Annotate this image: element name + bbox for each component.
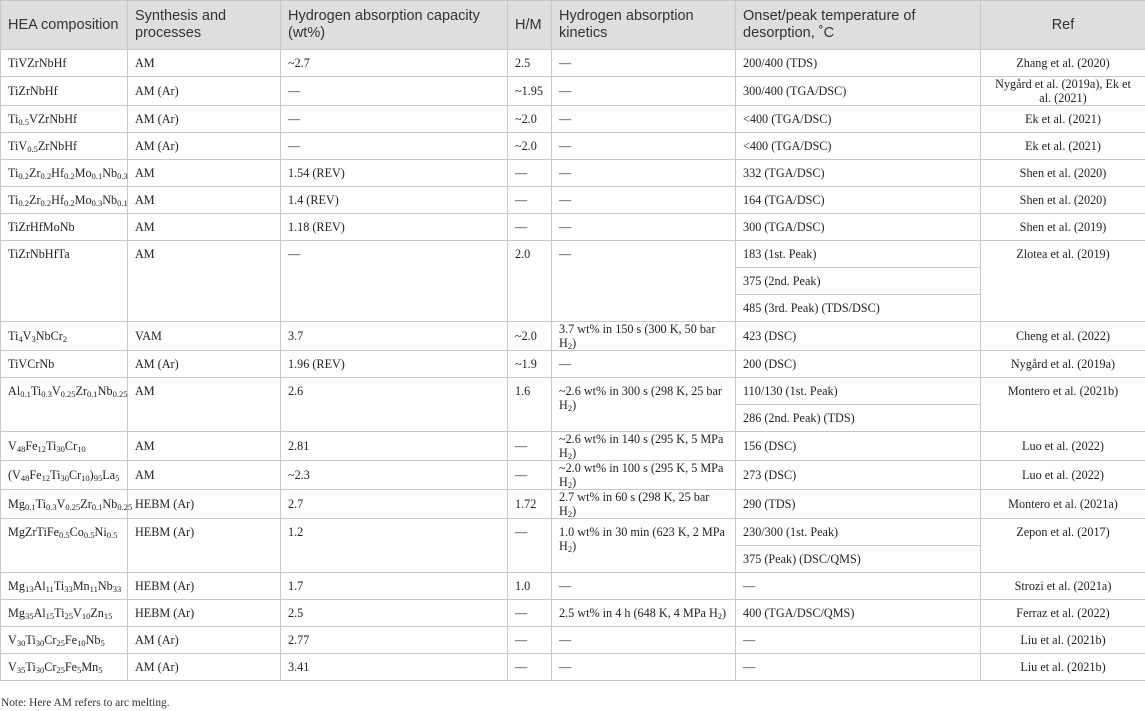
cell-capacity: — [281, 133, 508, 160]
cell-ref: Ek et al. (2021) [981, 133, 1145, 160]
cell-desorption-temp: 183 (1st. Peak) [736, 241, 981, 268]
cell-composition: $Ti_{0.2}Zr_{0.2}Hf_{0.2}Mo_{0.1}Nb_{0.3}$ [1, 160, 128, 187]
cell-hm: — [508, 432, 552, 461]
cell-kinetics: 2.5 wt% in 4 h (648 K, 4 MPa $H_2$) [552, 600, 736, 627]
cell-synthesis: AM [128, 432, 281, 461]
cell-capacity: 2.5 [281, 600, 508, 627]
cell-kinetics: 3.7 wt% in 150 s (300 K, 50 bar $H_2$) [552, 322, 736, 351]
cell-kinetics: ~2.6 wt% in 300 s (298 K, 25 bar $H_2$) [552, 378, 736, 432]
cell-hm: — [508, 627, 552, 654]
cell-capacity: 3.41 [281, 654, 508, 681]
cell-synthesis: AM [128, 160, 281, 187]
cell-desorption-temp: 273 (DSC) [736, 461, 981, 490]
cell-ref: Ek et al. (2021) [981, 106, 1145, 133]
cell-desorption-temp: 290 (TDS) [736, 490, 981, 519]
cell-hm: 1.0 [508, 573, 552, 600]
table-header-row [1, 1, 1145, 50]
cell-desorption-temp: 156 (DSC) [736, 432, 981, 461]
cell-desorption-temp: 332 (TGA/DSC) [736, 160, 981, 187]
cell-desorption-temp: — [736, 654, 981, 681]
cell-synthesis: AM [128, 461, 281, 490]
cell-capacity: — [281, 77, 508, 106]
table-row [1, 214, 1145, 241]
table-row [1, 77, 1145, 106]
table-row [1, 241, 1145, 268]
cell-ref: Nygård et al. (2019a), Ek et al. (2021) [981, 77, 1145, 106]
cell-composition: $V_{35}Ti_{30}Cr_{25}Fe_5Mn_5$ [1, 654, 128, 681]
cell-hm: ~2.0 [508, 106, 552, 133]
cell-ref: Liu et al. (2021b) [981, 654, 1145, 681]
cell-hm: — [508, 187, 552, 214]
cell-synthesis: AM (Ar) [128, 106, 281, 133]
cell-hm: ~2.0 [508, 322, 552, 351]
cell-ref: Nygård et al. (2019a) [981, 351, 1145, 378]
cell-capacity: 1.7 [281, 573, 508, 600]
cell-hm: ~1.9 [508, 351, 552, 378]
cell-synthesis: AM [128, 378, 281, 432]
cell-capacity: 3.7 [281, 322, 508, 351]
cell-synthesis: VAM [128, 322, 281, 351]
cell-hm: 1.72 [508, 490, 552, 519]
cell-ref: Shen et al. (2020) [981, 160, 1145, 187]
cell-capacity: 2.81 [281, 432, 508, 461]
cell-synthesis: AM (Ar) [128, 133, 281, 160]
cell-composition: $Al_{0.1}Ti_{0.3}V_{0.25}Zr_{0.1}Nb_{0.25}$ [1, 378, 128, 432]
cell-synthesis: AM [128, 241, 281, 322]
cell-desorption-temp: <400 (TGA/DSC) [736, 106, 981, 133]
cell-ref: Zhang et al. (2020) [981, 50, 1145, 77]
cell-composition: $Ti_4V_3NbCr_2$ [1, 322, 128, 351]
cell-composition: $V_{48}Fe_{12}Ti_{30}Cr_{10}$ [1, 432, 128, 461]
header-capacity: Hydrogen absorption capacity (wt%) [281, 1, 508, 50]
cell-synthesis: HEBM (Ar) [128, 573, 281, 600]
table-row [1, 490, 1145, 519]
cell-desorption-temp: 286 (2nd. Peak) (TDS) [736, 405, 981, 432]
cell-desorption-temp: 300/400 (TGA/DSC) [736, 77, 981, 106]
cell-capacity: 2.77 [281, 627, 508, 654]
cell-composition: TiZrNbHf [1, 77, 128, 106]
cell-ref: Zlotea et al. (2019) [981, 241, 1145, 322]
cell-kinetics: ~2.6 wt% in 140 s (295 K, 5 MPa $H_2$) [552, 432, 736, 461]
cell-ref: Shen et al. (2020) [981, 187, 1145, 214]
table-row [1, 432, 1145, 461]
cell-kinetics: — [552, 50, 736, 77]
table-row [1, 461, 1145, 490]
cell-kinetics: — [552, 187, 736, 214]
cell-synthesis: AM (Ar) [128, 351, 281, 378]
cell-desorption-temp: 485 (3rd. Peak) (TDS/DSC) [736, 295, 981, 322]
cell-hm: ~1.95 [508, 77, 552, 106]
cell-desorption-temp: — [736, 627, 981, 654]
cell-desorption-temp: 230/300 (1st. Peak) [736, 519, 981, 546]
cell-ref: Zepon et al. (2017) [981, 519, 1145, 573]
cell-ref: Luo et al. (2022) [981, 461, 1145, 490]
cell-hm: ~2.0 [508, 133, 552, 160]
cell-desorption-temp: 200 (DSC) [736, 351, 981, 378]
cell-capacity: 1.54 (REV) [281, 160, 508, 187]
cell-synthesis: HEBM (Ar) [128, 600, 281, 627]
table-row [1, 351, 1145, 378]
cell-kinetics: — [552, 627, 736, 654]
cell-desorption-temp: 375 (Peak) (DSC/QMS) [736, 546, 981, 573]
table-row [1, 627, 1145, 654]
cell-capacity: ~2.7 [281, 50, 508, 77]
cell-capacity: 2.6 [281, 378, 508, 432]
cell-ref: Montero et al. (2021a) [981, 490, 1145, 519]
cell-capacity: 1.2 [281, 519, 508, 573]
cell-kinetics: — [552, 77, 736, 106]
cell-composition: TiZrNbHfTa [1, 241, 128, 322]
cell-composition: TiV$_{0.5}$ZrNbHf [1, 133, 128, 160]
cell-hm: — [508, 600, 552, 627]
cell-desorption-temp: 300 (TGA/DSC) [736, 214, 981, 241]
cell-capacity: ~2.3 [281, 461, 508, 490]
cell-hm: — [508, 160, 552, 187]
cell-capacity: 1.4 (REV) [281, 187, 508, 214]
table-row [1, 106, 1145, 133]
cell-synthesis: AM (Ar) [128, 77, 281, 106]
table-row [1, 322, 1145, 351]
cell-kinetics: — [552, 573, 736, 600]
cell-ref: Cheng et al. (2022) [981, 322, 1145, 351]
table-body [1, 50, 1145, 681]
header-kinetics: Hydrogen absorption kinetics [552, 1, 736, 50]
table-row [1, 378, 1145, 405]
cell-kinetics: — [552, 241, 736, 322]
table-row [1, 654, 1145, 681]
table-row [1, 519, 1145, 546]
cell-hm: 1.6 [508, 378, 552, 432]
cell-synthesis: HEBM (Ar) [128, 519, 281, 573]
cell-hm: — [508, 519, 552, 573]
cell-ref: Liu et al. (2021b) [981, 627, 1145, 654]
cell-ref: Luo et al. (2022) [981, 432, 1145, 461]
cell-desorption-temp: 423 (DSC) [736, 322, 981, 351]
table-row [1, 160, 1145, 187]
table-row [1, 573, 1145, 600]
cell-synthesis: AM [128, 187, 281, 214]
cell-hm: 2.0 [508, 241, 552, 322]
cell-capacity: — [281, 241, 508, 322]
cell-desorption-temp: <400 (TGA/DSC) [736, 133, 981, 160]
cell-composition: $Ti_{0.2}Zr_{0.2}Hf_{0.2}Mo_{0.3}Nb_{0.1}$ [1, 187, 128, 214]
cell-kinetics: 1.0 wt% in 30 min (623 K, 2 MPa $H_2$) [552, 519, 736, 573]
cell-kinetics: — [552, 214, 736, 241]
cell-kinetics: — [552, 160, 736, 187]
cell-kinetics: — [552, 133, 736, 160]
cell-synthesis: AM (Ar) [128, 654, 281, 681]
cell-kinetics: — [552, 106, 736, 133]
cell-capacity: 2.7 [281, 490, 508, 519]
header-synthesis: Synthesis and processes [128, 1, 281, 50]
cell-composition: TiZrHfMoNb [1, 214, 128, 241]
cell-synthesis: AM [128, 214, 281, 241]
cell-synthesis: AM [128, 50, 281, 77]
header-hm: H/M [508, 1, 552, 50]
cell-ref: Strozi et al. (2021a) [981, 573, 1145, 600]
cell-desorption-temp: 164 (TGA/DSC) [736, 187, 981, 214]
table-note: Note: Here AM refers to arc melting. [1, 697, 170, 709]
cell-composition: TiVCrNb [1, 351, 128, 378]
cell-composition: $(V_{48}Fe_{12}Ti_{30}Cr_{10})_{95}La_5$ [1, 461, 128, 490]
cell-desorption-temp: 200/400 (TDS) [736, 50, 981, 77]
cell-composition: $Mg_{13}Al_{11}Ti_{33}Mn_{11}Nb_{33}$ [1, 573, 128, 600]
header-desorption-temp: Onset/peak temperature of desorption, ˚C [736, 1, 981, 50]
cell-desorption-temp: 375 (2nd. Peak) [736, 268, 981, 295]
cell-hm: — [508, 461, 552, 490]
cell-capacity: 1.18 (REV) [281, 214, 508, 241]
table-row [1, 187, 1145, 214]
header-ref: Ref [981, 1, 1145, 50]
cell-ref: Ferraz et al. (2022) [981, 600, 1145, 627]
cell-composition: $Mg_{0.1}Ti_{0.3}V_{0.25}Zr_{0.1}Nb_{0.25}$ [1, 490, 128, 519]
cell-composition: $Mg_{35}Al_{15}Ti_{25}V_{10}Zn_{15}$ [1, 600, 128, 627]
table-row [1, 600, 1145, 627]
table-row [1, 50, 1145, 77]
cell-hm: — [508, 214, 552, 241]
cell-hm: 2.5 [508, 50, 552, 77]
cell-composition: $MgZrTiFe_{0.5}Co_{0.5}Ni_{0.5}$ [1, 519, 128, 573]
table-row [1, 133, 1145, 160]
cell-capacity: — [281, 106, 508, 133]
cell-ref: Shen et al. (2019) [981, 214, 1145, 241]
cell-composition: $Ti_{0.5}VZrNbHf$ [1, 106, 128, 133]
cell-hm: — [508, 654, 552, 681]
cell-synthesis: AM (Ar) [128, 627, 281, 654]
cell-synthesis: HEBM (Ar) [128, 490, 281, 519]
cell-desorption-temp: 110/130 (1st. Peak) [736, 378, 981, 405]
cell-composition: TiVZrNbHf [1, 50, 128, 77]
cell-kinetics: — [552, 654, 736, 681]
cell-kinetics: 2.7 wt% in 60 s (298 K, 25 bar $H_2$) [552, 490, 736, 519]
cell-capacity: 1.96 (REV) [281, 351, 508, 378]
cell-kinetics: — [552, 351, 736, 378]
cell-desorption-temp: — [736, 573, 981, 600]
cell-kinetics: ~2.0 wt% in 100 s (295 K, 5 MPa $H_2$) [552, 461, 736, 490]
cell-composition: $V_{30}Ti_{30}Cr_{25}Fe_{10}Nb_5$ [1, 627, 128, 654]
cell-ref: Montero et al. (2021b) [981, 378, 1145, 432]
header-composition: HEA composition [1, 1, 128, 50]
cell-desorption-temp: 400 (TGA/DSC/QMS) [736, 600, 981, 627]
